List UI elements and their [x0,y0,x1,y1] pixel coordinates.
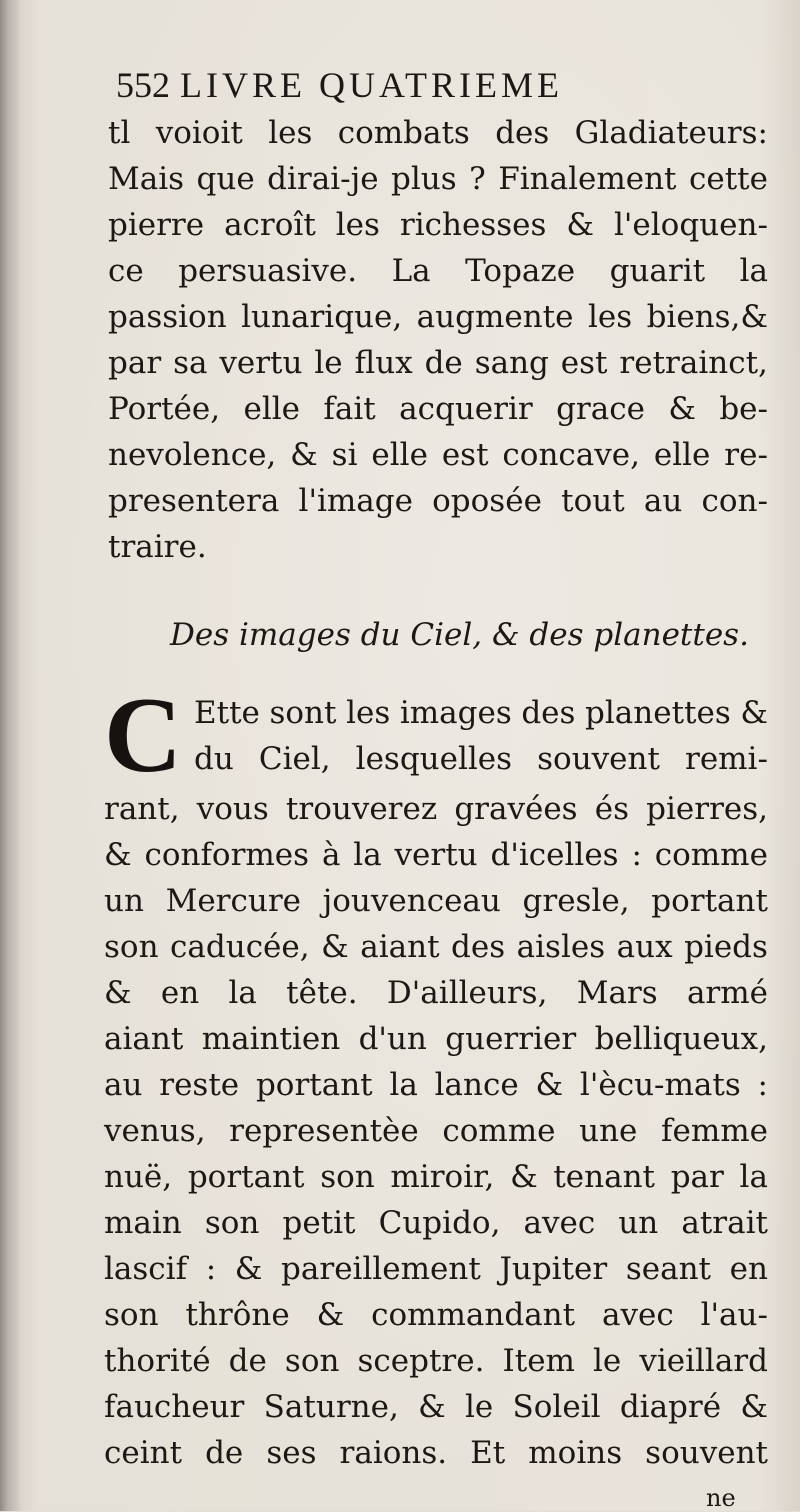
paragraph-2 [104,676,768,1476]
text-line: son thrône & commandant avec l'au- [104,1297,768,1333]
text-line: traire. [108,529,207,565]
running-head [116,60,768,110]
catchword: ne [706,1484,736,1512]
page-number: 552 [116,65,170,105]
section-title: Des images du Ciel, & des planettes. [170,617,749,653]
text-line: thorité de son sceptre. Item le vieillard [104,1343,768,1379]
text-line: ceint de ses raions. Et moins souvent [104,1435,768,1471]
text-line: Ette sont les images des planettes & [194,695,768,731]
text-line: pierre acroît les richesses & l'eloquen- [108,207,768,243]
text-line: main son petit Cupido, avec un atrait [104,1205,768,1241]
text-line: au reste portant la lance & l'ècu-mats : [104,1067,768,1103]
text-line: venus, representèe comme une femme [104,1113,768,1149]
text-line: du Ciel, lesquelles souvent remi- [194,741,768,777]
page-gutter [0,0,20,1511]
text-line: Portée, elle fait acquerir grace & be- [108,391,768,427]
text-line: Mais que dirai-je plus ? Finalement cette [108,161,768,197]
text-line: & conformes à la vertu d'icelles : comme [104,837,768,873]
dropcap-lines [194,690,768,786]
text-line: lascif : & pareillement Jupiter seant en [104,1251,768,1287]
text-line: nevolence, & si elle est concave, elle re- [108,437,768,473]
paragraph-2-lines [104,786,768,1476]
text-block-top [108,60,768,570]
text-line: & en la tête. D'ailleurs, Mars armé [104,975,768,1011]
text-line: aiant maintien d'un guerrier belliqueux, [104,1021,768,1057]
text-line: nuë, portant son miroir, & tenant par la [104,1159,768,1195]
text-line: son caducée, & aiant des aisles aux pieds [104,929,768,965]
text-line: ce persuasive. La Topaze guarit la [108,253,768,289]
text-line: par sa vertu le flux de sang est retrainct, [108,345,768,381]
running-head-title: LIVRE QUATRIEME [180,65,563,105]
paragraph-1 [108,110,768,570]
text-line: rant, vous trouverez gravées és pierres, [104,791,768,827]
text-line: un Mercure jouvenceau gresle, portant [104,883,768,919]
text-line: faucheur Saturne, & le Soleil diapré & [104,1389,768,1425]
drop-cap: C [104,676,182,795]
text-line: passion lunarique, augmente les biens,& [108,299,768,335]
text-line: presentera l'image oposée tout au con- [108,483,768,519]
dropcap-row [104,676,768,795]
text-line: tl voioit les combats des Gladiateurs: [108,115,768,151]
